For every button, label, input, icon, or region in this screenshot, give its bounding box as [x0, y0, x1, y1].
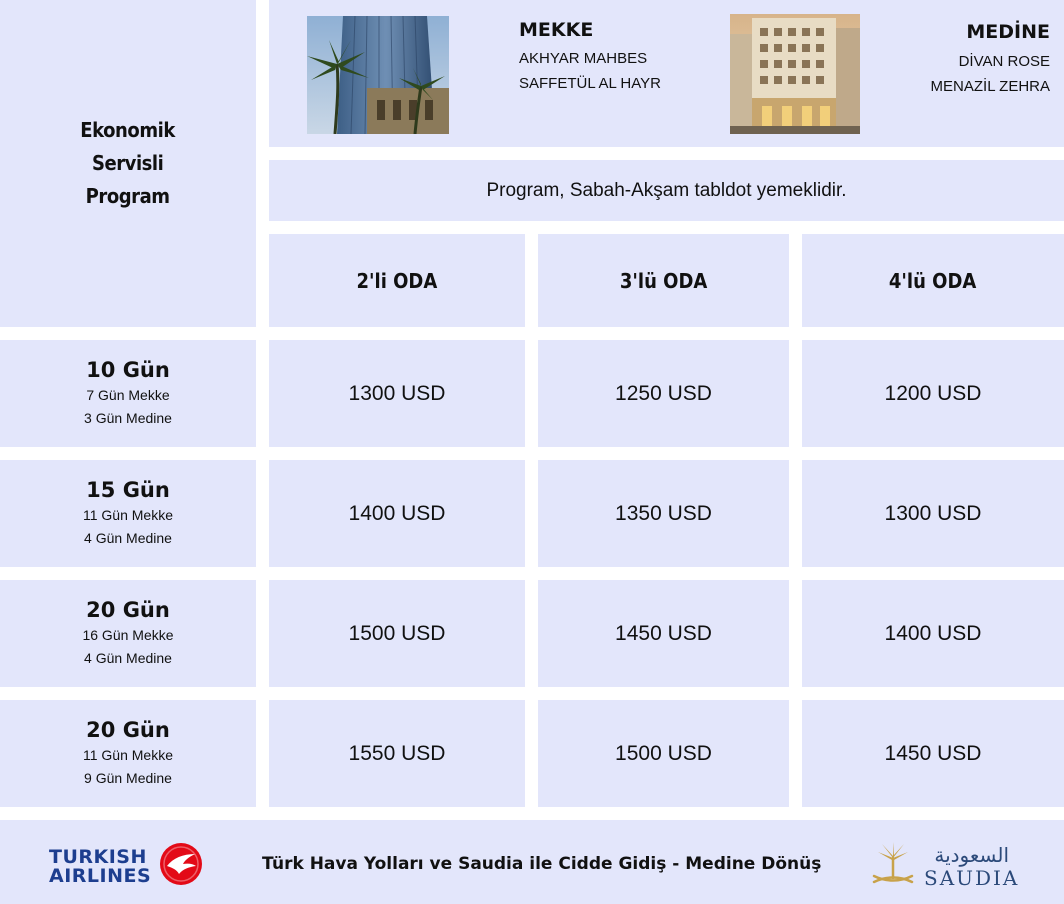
- saudia-latin-wordmark: SAUDIA: [924, 865, 1020, 890]
- mekke-hotel-2: SAFFETÜL AL HAYR: [519, 75, 661, 92]
- price-cell: 1450 USD: [538, 580, 789, 687]
- program-title-cell: [0, 0, 256, 327]
- package-label-4: [0, 700, 256, 807]
- package-days: 15 Gün: [86, 478, 170, 502]
- room-header-double-label: 2'li ODA: [356, 268, 438, 293]
- package-label-1: [0, 340, 256, 447]
- package-medine-days: 4 Gün Medine: [84, 530, 172, 546]
- turkish-airlines-wordmark-line2: AIRLINES: [49, 864, 152, 887]
- package-days: 20 Gün: [86, 718, 170, 742]
- package-mekke-days: 11 Gün Mekke: [82, 747, 173, 763]
- turkish-airlines-logo: [49, 842, 203, 891]
- medine-city-name: MEDİNE: [966, 21, 1050, 43]
- room-header-triple: [538, 234, 789, 327]
- mekke-city-name: MEKKE: [519, 19, 594, 41]
- price-cell: 1400 USD: [269, 460, 525, 567]
- program-title-line2: Servisli: [92, 151, 164, 175]
- price-cell: 1400 USD: [802, 580, 1064, 687]
- saudia-wordmark: [924, 844, 1019, 890]
- price-cell: 1350 USD: [538, 460, 789, 567]
- saudia-arabic-wordmark: السعودية: [934, 842, 1010, 867]
- price-cell: 1250 USD: [538, 340, 789, 447]
- turkish-airlines-wordmark: [49, 845, 152, 887]
- package-label-2: [0, 460, 256, 567]
- saudia-palm-swords-icon: [870, 840, 916, 893]
- program-note: Program, Sabah-Akşam tabldot yemeklidir.: [269, 160, 1064, 221]
- price-cell: 1550 USD: [269, 700, 525, 807]
- package-medine-days: 9 Gün Medine: [84, 770, 172, 786]
- package-days: 10 Gün: [86, 358, 170, 382]
- medine-hotel-1: DİVAN ROSE: [958, 53, 1050, 70]
- saudia-logo: [870, 840, 1019, 893]
- package-mekke-days: 16 Gün Mekke: [82, 627, 174, 643]
- footer: [0, 820, 1064, 904]
- mekke-hotel-1: AKHYAR MAHBES: [519, 50, 648, 67]
- medine-hotel-2: MENAZİL ZEHRA: [930, 78, 1050, 95]
- mekke-hotel-list: [519, 46, 661, 96]
- price-cell: 1500 USD: [538, 700, 789, 807]
- package-mekke-days: 7 Gün Mekke: [86, 387, 170, 403]
- program-title-line3: Program: [86, 184, 170, 208]
- room-header-triple-label: 3'lü ODA: [619, 268, 708, 293]
- package-days: 20 Gün: [86, 598, 170, 622]
- price-cell: 1300 USD: [269, 340, 525, 447]
- program-title-line1: Ekonomik: [80, 118, 176, 142]
- package-label-3: [0, 580, 256, 687]
- turkish-airlines-bird-icon: [159, 842, 203, 891]
- price-cell: 1500 USD: [269, 580, 525, 687]
- mekke-hotel-photo: [307, 16, 449, 134]
- price-cell: 1200 USD: [802, 340, 1064, 447]
- room-header-quad: [802, 234, 1064, 327]
- price-cell: 1300 USD: [802, 460, 1064, 567]
- price-cell: 1450 USD: [802, 700, 1064, 807]
- room-header-quad-label: 4'lü ODA: [889, 268, 977, 293]
- medine-hotel-photo: [730, 14, 860, 134]
- footer-flight-info: Türk Hava Yolları ve Saudia ile Cidde Gidiş - Medine Dönüş: [262, 854, 822, 874]
- hotels-cell: [269, 0, 1064, 147]
- turkish-airlines-wordmark-line1: TURKISH: [49, 845, 147, 868]
- room-header-double: [269, 234, 525, 327]
- package-medine-days: 3 Gün Medine: [84, 410, 172, 426]
- package-medine-days: 4 Gün Medine: [84, 650, 172, 666]
- medine-hotel-list: [931, 49, 1050, 99]
- package-mekke-days: 11 Gün Mekke: [82, 507, 173, 523]
